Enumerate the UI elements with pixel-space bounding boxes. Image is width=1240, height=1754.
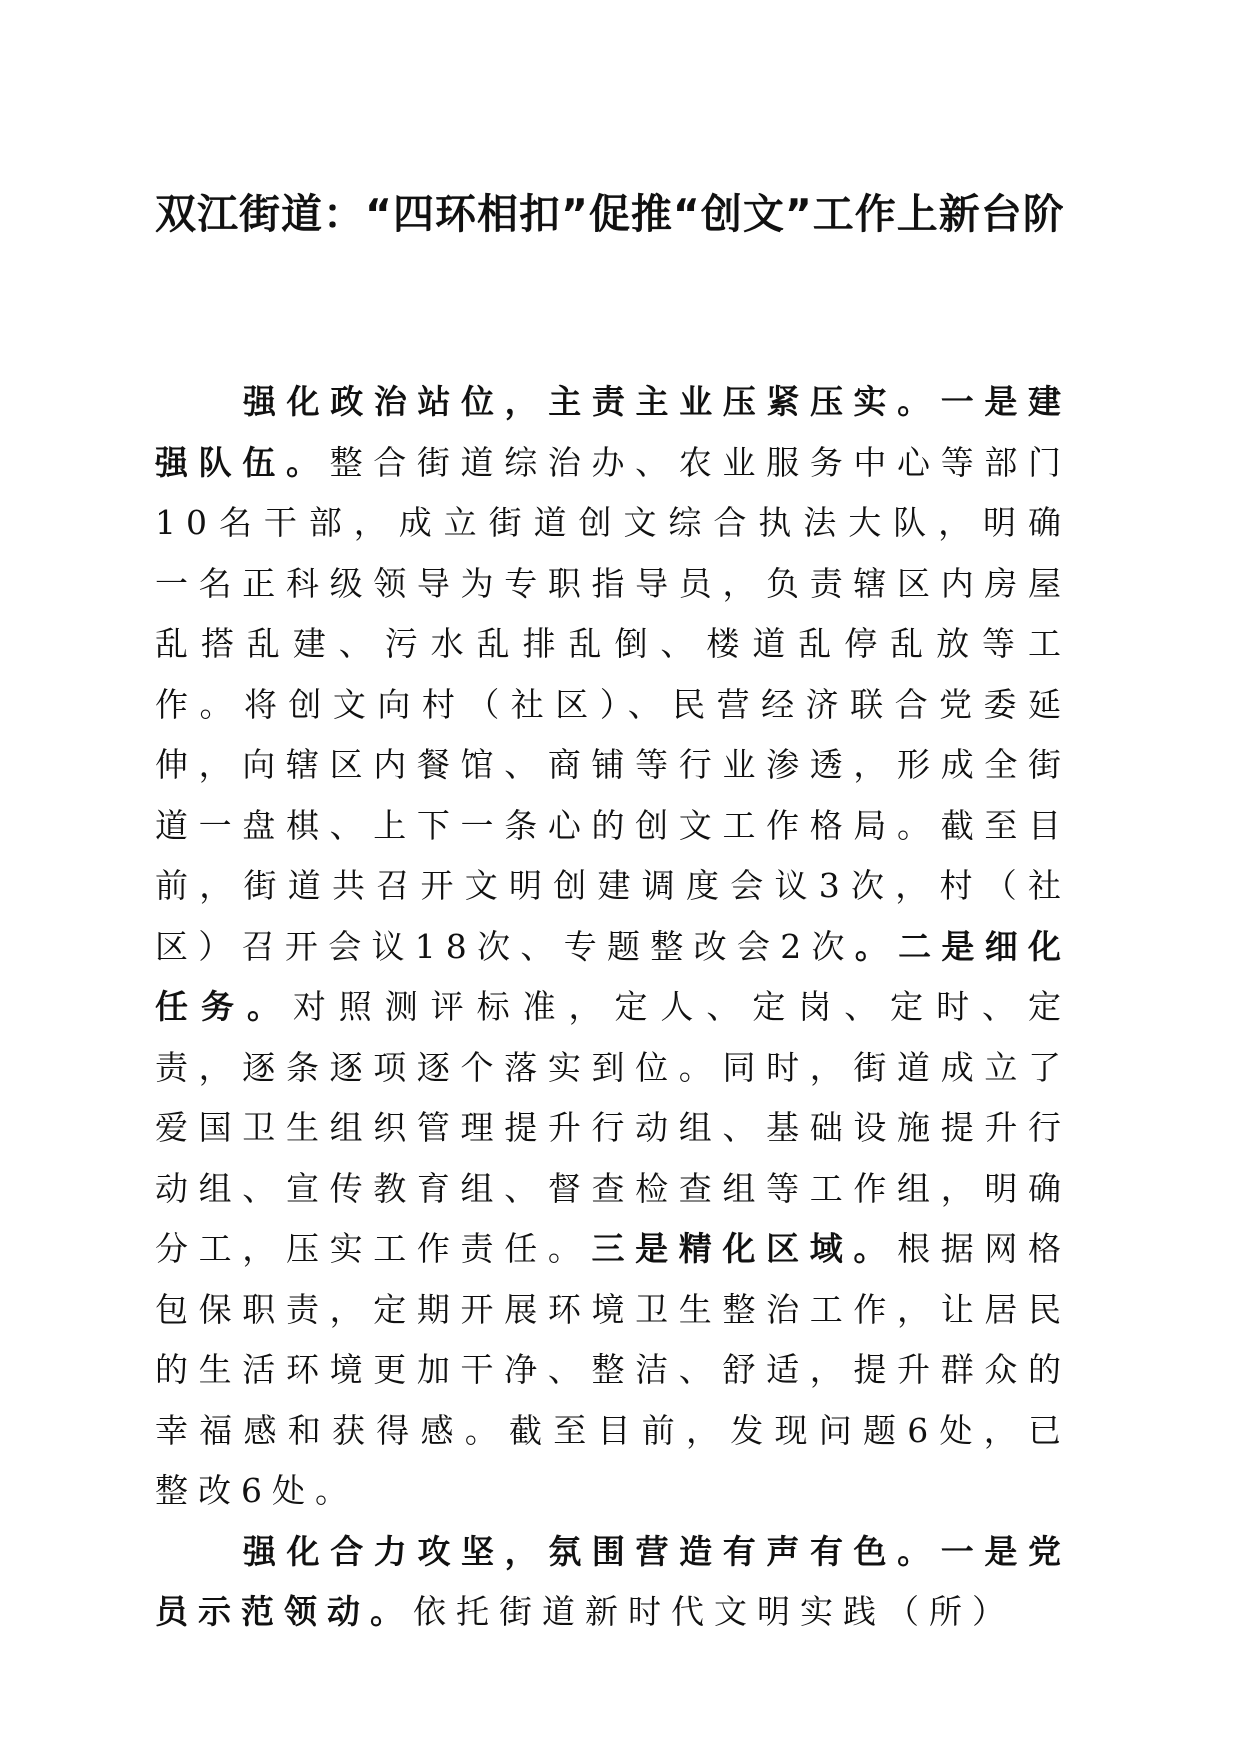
document-body [155, 372, 1071, 1643]
subpoint-text-refine-areas: 根据网格包保职责，定期开展环境卫生整治工作，让居民的生活环境更加干净、整洁、舒适，提升群众的幸福感和获得感。截至目前，发现问题6处，已整改6处。 [155, 1229, 1072, 1510]
subpoint-heading-party-members: 一是党员示范领动。 [155, 1531, 1072, 1631]
subpoint-heading-build-team: 一是建强队伍。 [155, 382, 1072, 482]
subpoint-text-refine-tasks: 对照测评标准，定人、定岗、定时、定责，逐条逐项逐个落实到位。同时，街道成立了爱国卫生组织管理提升行动组、基础设施提升行动组、宣传教育组、督查检查组等工作组，明确分工，压实工作责任。 [155, 987, 1072, 1268]
paragraph-joint-effort [155, 1522, 1071, 1643]
paragraph-political-stance [155, 372, 1071, 1522]
document-title: 双江街道：“四环相扣”促推“创文”工作上新台阶 [155, 190, 1065, 238]
paragraph-lead: 强化政治站位，主责主业压紧压实。 [243, 382, 941, 421]
subpoint-text-build-team: 整合街道综治办、农业服务中心等部门10名干部，成立街道创文综合执法大队，明确一名正科级领导为专职指导员，负责辖区内房屋乱搭乱建、污水乱排乱倒、楼道乱停乱放等工作。将创文向村（社区）、民营经济联合党委延伸，向辖区内餐馆、商铺等行业渗透，形成全街道一盘棋、上下一条心的创文工作格局。截至目前，街道共召开文明创建调度会议3次，村（社区）召开会议18次、专题整改会2次 [155, 442, 1072, 966]
subpoint-heading-refine-areas: 三是精化区域。 [591, 1229, 898, 1268]
paragraph-lead: 强化合力攻坚，氛围营造有声有色。 [243, 1531, 941, 1571]
subpoint-heading-refine-tasks: 。二是细化任务。 [155, 926, 1071, 1026]
subpoint-text-party-members: 依托街道新时代文明实践（所） [413, 1592, 1015, 1631]
